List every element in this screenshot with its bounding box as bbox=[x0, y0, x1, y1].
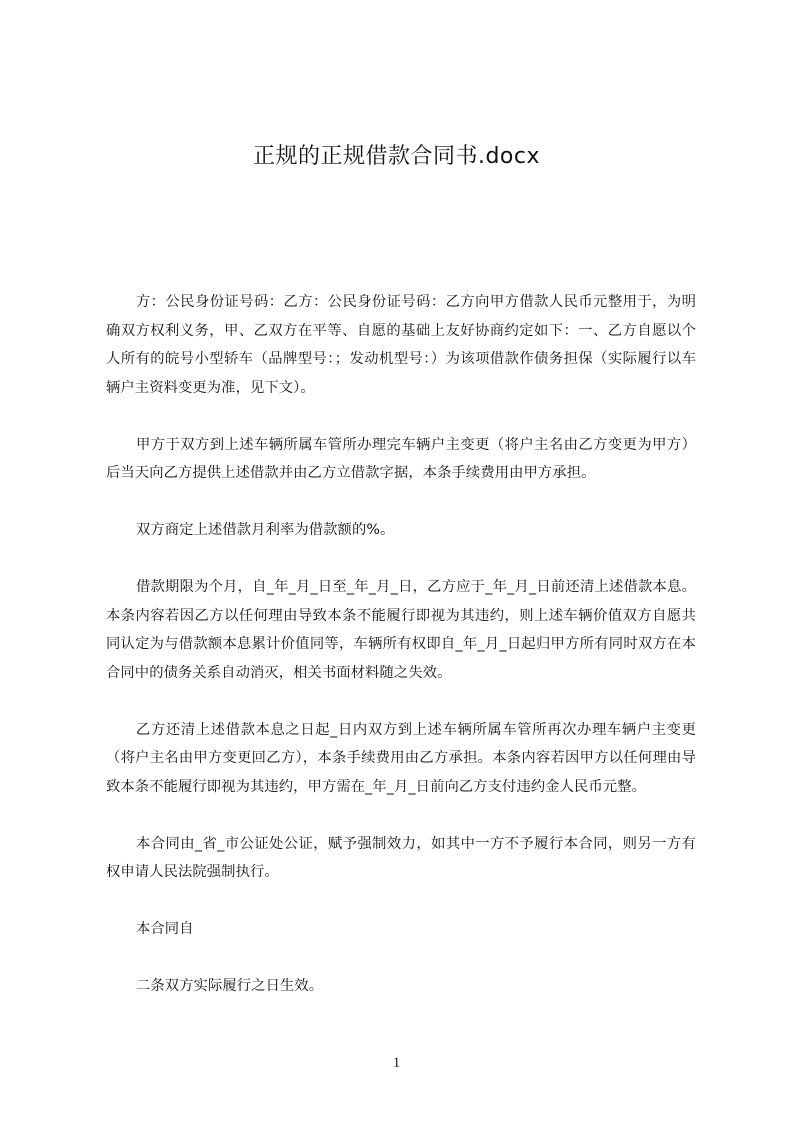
paragraph-8: 二条双方实际履行之日生效。 bbox=[136, 978, 324, 994]
paragraph-7: 本合同自 bbox=[136, 921, 194, 937]
paragraph-6: 本合同由_省_市公证处公证，赋予强制效力，如其中一方不予履行本合同，则另一方有权申请人民法院强制执行。 bbox=[106, 835, 696, 880]
paragraph-5: 乙方还清上述借款本息之日起_日内双方到上述车辆所属车管所再次办理车辆户主变更（将户主名由甲方变更回乙方），本条手续费用由乙方承担。本条内容若因甲方以任何理由导致本条不能履行即视为其违约，甲方需在_年_月_日前向乙方支付违约金人民币元整。 bbox=[106, 721, 696, 795]
paragraph-3: 双方商定上述借款月利率为借款额的%。 bbox=[136, 522, 395, 538]
paragraph-2: 甲方于双方到上述车辆所属车管所办理完车辆户主变更（将户主名由乙方变更为甲方）后当天向乙方提供上述借款并由乙方立借款字据，本条手续费用由甲方承担。 bbox=[106, 436, 696, 481]
document-title: 正规的正规借款合同书.docx bbox=[252, 144, 541, 169]
paragraph-4: 借款期限为个月，自_年_月_日至_年_月_日，乙方应于_年_月_日前还清上述借款本息。本条内容若因乙方以任何理由导致本条不能履行即视为其违约，则上述车辆价值双方自愿共同认定为与借款额本息累计价值同等，车辆所有权即自_年_月_日起归甲方所有同时双方在本合同中的债务关系自动消灭，相关书面材料随之失效。 bbox=[106, 579, 696, 681]
paragraph-1: 方：公民身份证号码：乙方：公民身份证号码：乙方向甲方借款人民币元整用于，为明确双方权利义务，甲、乙双方在平等、自愿的基础上友好协商约定如下：一、乙方自愿以个人所有的皖号小型轿车（品牌型号：；发动机型号：）为该项借款作债务担保（实际履行以车辆户主资料变更为准，见下文）。 bbox=[106, 294, 696, 396]
document-body bbox=[106, 288, 696, 1001]
page-number: 1 bbox=[392, 1055, 401, 1071]
